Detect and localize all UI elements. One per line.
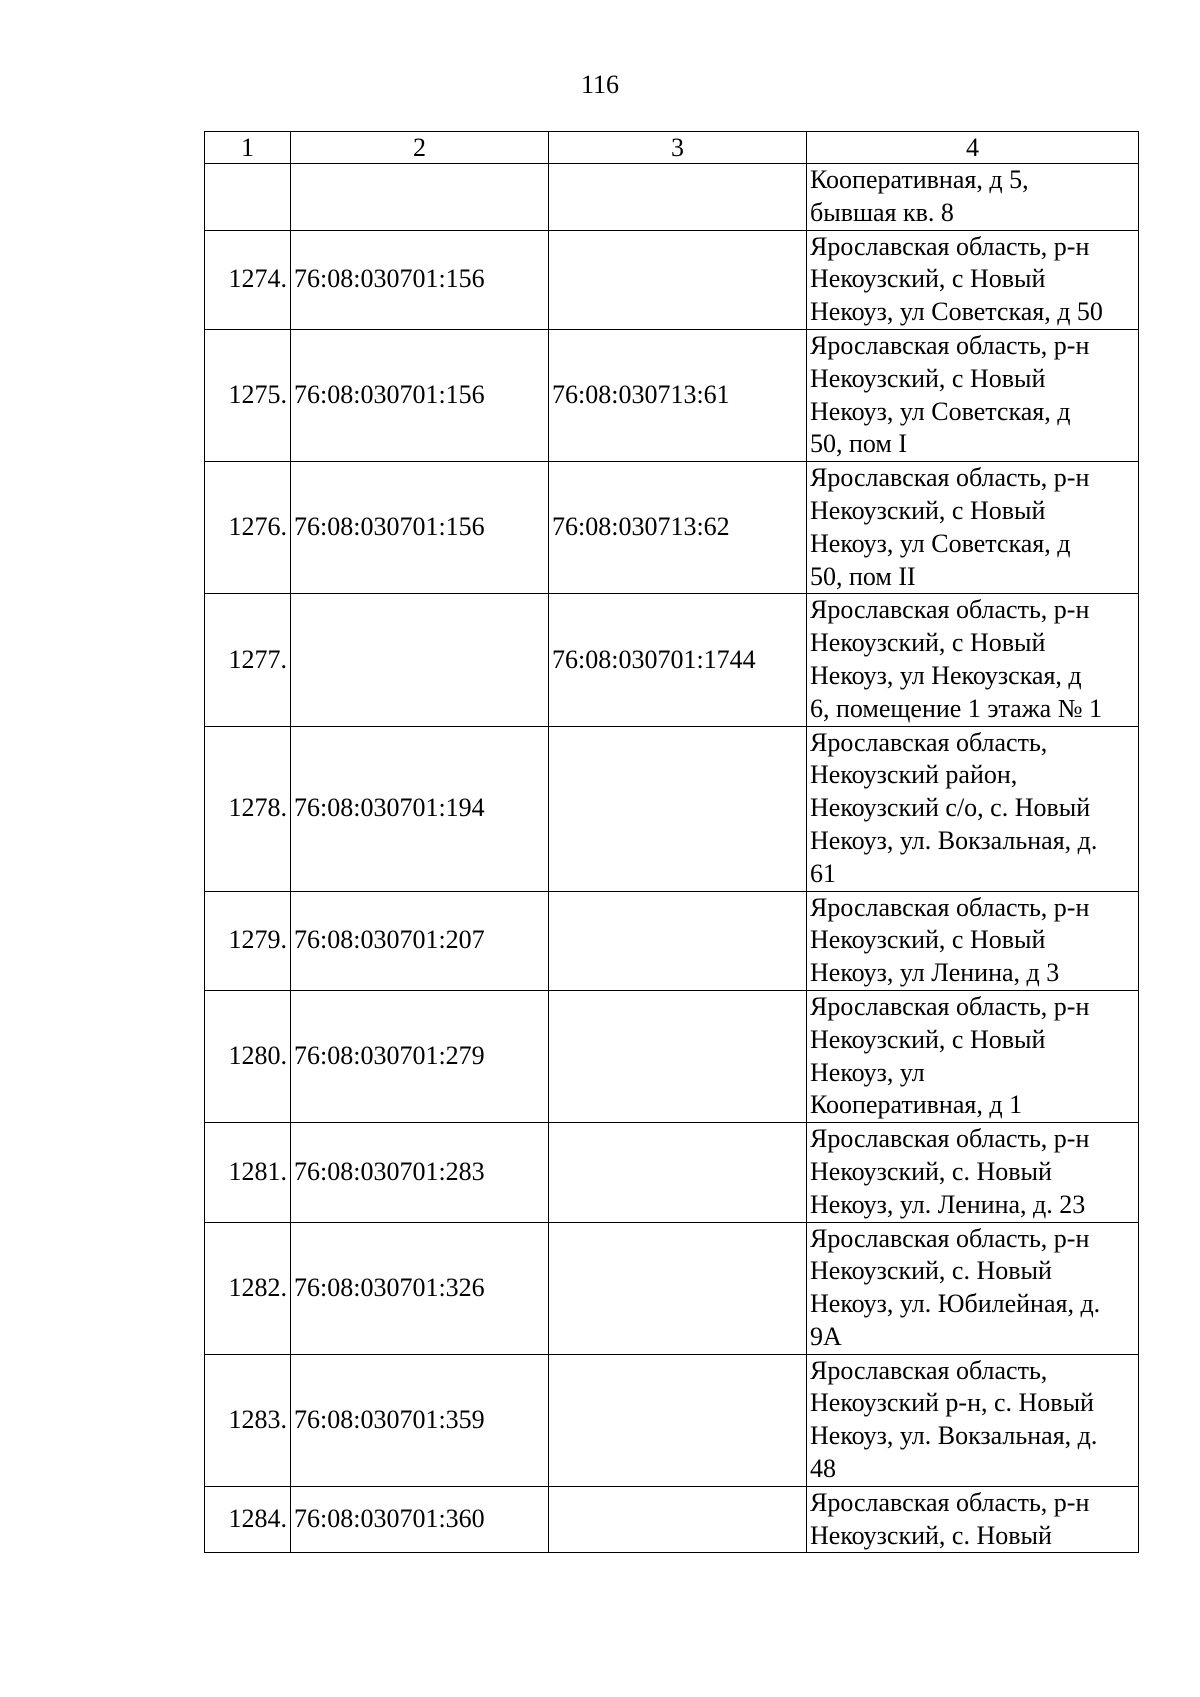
address-line: Ярославская область, (810, 1355, 1048, 1385)
address-line: Некоузский, с Новый (810, 363, 1046, 393)
header-cell-4: 4 (807, 132, 1139, 164)
page-number: 116 (580, 70, 620, 99)
address-line: Некоуз, ул Советская, д 50 (810, 297, 1103, 327)
address-line: Кооперативная, д 5, (810, 165, 1029, 194)
address-cell (807, 1222, 1139, 1354)
cadastral-number-cell: 76:08:030701:194 (291, 726, 549, 891)
address-line: 9А (810, 1321, 842, 1351)
header-row (205, 132, 1139, 164)
premises-cadastral-number-cell (549, 1123, 807, 1222)
table-row (205, 462, 1139, 594)
address-line: 50, пом I (810, 429, 908, 459)
row-number-cell: 1275. (205, 329, 291, 461)
premises-cadastral-number-cell (549, 1222, 807, 1354)
header-cell-3: 3 (549, 132, 807, 164)
address-cell (807, 891, 1139, 990)
address-cell (807, 990, 1139, 1122)
premises-cadastral-number-cell (549, 990, 807, 1122)
row-number-cell: 1282. (205, 1222, 291, 1354)
header-cell-1: 1 (205, 132, 291, 164)
address-line: Некоуз, ул. Вокзальная, д. (810, 1421, 1098, 1451)
premises-cadastral-number-cell (549, 164, 807, 231)
address-cell (807, 594, 1139, 726)
premises-cadastral-number-cell (549, 891, 807, 990)
row-number-cell (205, 164, 291, 231)
cadastral-number-cell: 76:08:030701:359 (291, 1354, 549, 1486)
address-cell (807, 230, 1139, 329)
row-number-cell: 1284. (205, 1486, 291, 1553)
address-cell (807, 164, 1139, 231)
cadastral-number-cell: 76:08:030701:283 (291, 1123, 549, 1222)
address-cell (807, 1123, 1139, 1222)
premises-cadastral-number-cell (549, 230, 807, 329)
table-row (205, 329, 1139, 461)
register-table (204, 131, 1139, 1553)
cadastral-number-cell: 76:08:030701:156 (291, 230, 549, 329)
address-line: Ярославская область, р-н (810, 330, 1090, 360)
address-cell (807, 1354, 1139, 1486)
cadastral-number-cell: 76:08:030701:279 (291, 990, 549, 1122)
cadastral-number-cell (291, 164, 549, 231)
address-line: Некоузский, с. Новый (810, 1520, 1052, 1550)
address-line: Ярославская область, (810, 727, 1048, 757)
address-line: Некоузский, с Новый (810, 628, 1046, 658)
address-line: Некоуз, ул Ленина, д 3 (810, 958, 1060, 988)
table-row (205, 230, 1139, 329)
row-number-cell: 1277. (205, 594, 291, 726)
address-line: Ярославская область, р-н (810, 595, 1090, 625)
cadastral-number-cell: 76:08:030701:326 (291, 1222, 549, 1354)
table-row (205, 1222, 1139, 1354)
address-cell (807, 462, 1139, 594)
premises-cadastral-number-cell (549, 1486, 807, 1553)
row-number-cell: 1276. (205, 462, 291, 594)
premises-cadastral-number-cell: 76:08:030713:62 (549, 462, 807, 594)
address-line: Некоуз, ул Советская, д (810, 528, 1071, 558)
table-row (205, 726, 1139, 891)
address-line: Некоузский, с Новый (810, 1024, 1046, 1054)
address-line: 6, помещение 1 этажа № 1 (810, 693, 1103, 723)
cadastral-number-cell (291, 594, 549, 726)
address-line: Некоузский, с. Новый (810, 1156, 1052, 1186)
address-line: Ярославская область, р-н (810, 463, 1090, 493)
address-line: Ярославская область, р-н (810, 991, 1090, 1021)
address-line: Некоуз, ул. Вокзальная, д. (810, 825, 1098, 855)
row-number-cell: 1279. (205, 891, 291, 990)
address-line: Ярославская область, р-н (810, 892, 1090, 922)
cadastral-number-cell: 76:08:030701:207 (291, 891, 549, 990)
address-line: Некоузский, с Новый (810, 925, 1046, 955)
premises-cadastral-number-cell: 76:08:030713:61 (549, 329, 807, 461)
table-row (205, 164, 1139, 231)
row-number-cell: 1283. (205, 1354, 291, 1486)
address-line: Некоуз, ул (810, 1057, 925, 1087)
table-row (205, 1486, 1139, 1553)
address-line: 48 (810, 1454, 836, 1484)
address-line: Некоуз, ул Советская, д (810, 396, 1071, 426)
table-row (205, 1354, 1139, 1486)
address-line: 61 (810, 858, 836, 888)
address-line: Некоузский, с Новый (810, 264, 1046, 294)
address-line: Ярославская область, р-н (810, 1223, 1090, 1253)
cadastral-number-cell: 76:08:030701:360 (291, 1486, 549, 1553)
table-row (205, 1123, 1139, 1222)
address-line: 50, пом II (810, 561, 916, 591)
cadastral-number-cell: 76:08:030701:156 (291, 329, 549, 461)
address-line: Некоуз, ул. Ленина, д. 23 (810, 1189, 1086, 1219)
header-cell-2: 2 (291, 132, 549, 164)
row-number-cell: 1281. (205, 1123, 291, 1222)
address-line: бывшая кв. 8 (810, 197, 954, 227)
table-row (205, 891, 1139, 990)
row-number-cell: 1280. (205, 990, 291, 1122)
address-line: Некоузский с/о, с. Новый (810, 793, 1091, 823)
table-row (205, 990, 1139, 1122)
address-cell (807, 1486, 1139, 1553)
address-line: Ярославская область, р-н (810, 231, 1090, 261)
address-line: Некоузский р-н, с. Новый (810, 1388, 1094, 1418)
address-line: Некоузский, с. Новый (810, 1256, 1052, 1286)
address-line: Некоузский район, (810, 760, 1018, 790)
address-line: Некоуз, ул Некоузская, д (810, 660, 1082, 690)
premises-cadastral-number-cell (549, 1354, 807, 1486)
premises-cadastral-number-cell: 76:08:030701:1744 (549, 594, 807, 726)
row-number-cell: 1274. (205, 230, 291, 329)
row-number-cell: 1278. (205, 726, 291, 891)
table-body (205, 164, 1139, 1553)
address-line: Некоуз, ул. Юбилейная, д. (810, 1289, 1101, 1319)
address-cell (807, 329, 1139, 461)
address-line: Ярославская область, р-н (810, 1124, 1090, 1154)
premises-cadastral-number-cell (549, 726, 807, 891)
cadastral-number-cell: 76:08:030701:156 (291, 462, 549, 594)
table-row (205, 594, 1139, 726)
address-cell (807, 726, 1139, 891)
address-line: Некоузский, с Новый (810, 495, 1046, 525)
address-line: Кооперативная, д 1 (810, 1090, 1023, 1120)
address-line: Ярославская область, р-н (810, 1487, 1090, 1517)
